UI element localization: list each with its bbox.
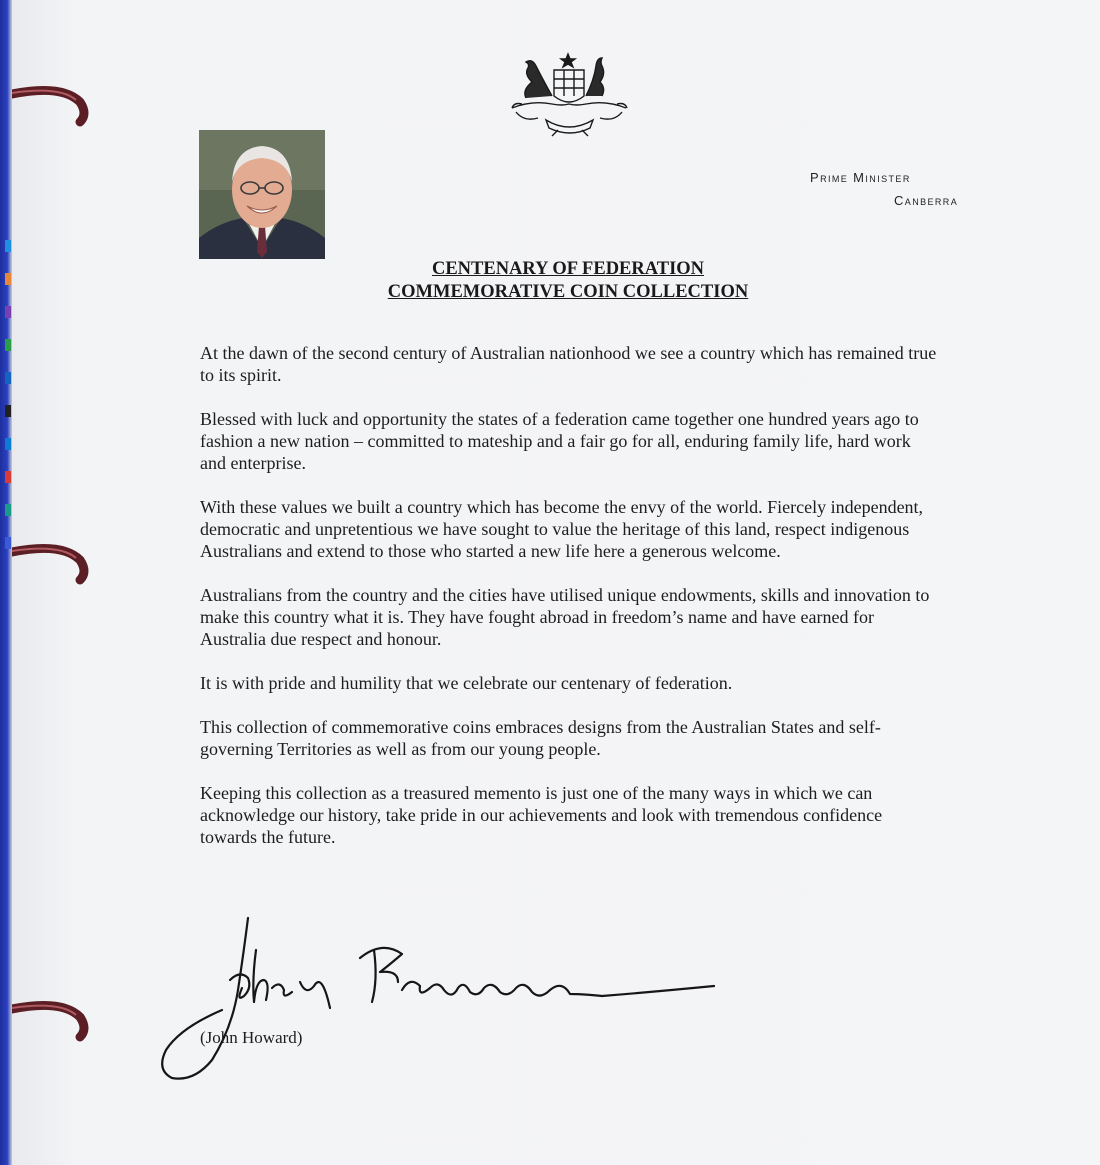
letter-page — [12, 0, 1100, 1165]
portrait-photo — [199, 130, 325, 259]
index-tab — [5, 537, 11, 549]
letter-body — [200, 342, 940, 870]
index-tab — [5, 372, 11, 384]
paragraph: Australians from the country and the cities have utilised unique endowments, skills and innovation to make this country what it is. They have fought abroad in freedom’s name and have earned for Australia due respect and honour. — [200, 585, 930, 649]
signatory-name: (John Howard) — [200, 1028, 303, 1047]
office-title: Prime Minister — [810, 170, 911, 185]
paragraph: Keeping this collection as a treasured memento is just one of the many ways in which we can acknowledge our history, take pride in our achievements and look with tremendous confidence towards the future. — [200, 783, 883, 847]
handwritten-signature — [152, 910, 732, 1085]
index-tab — [5, 306, 11, 318]
index-tab — [5, 504, 11, 516]
index-tab — [5, 339, 11, 351]
index-tab — [5, 438, 11, 450]
coat-of-arms-icon — [502, 50, 637, 138]
index-tab — [5, 405, 11, 417]
paragraph: Blessed with luck and opportunity the states of a federation came together one hundred years ago to fashion a new nation – committed to mateship and a fair go for all, enduring family life, hard work and enterprise. — [200, 409, 919, 473]
binder-ring-bottom — [12, 997, 102, 1043]
binder-ring-middle — [12, 540, 102, 586]
binder-spine — [0, 0, 12, 1165]
index-tabs — [5, 240, 11, 570]
page-title — [312, 258, 824, 304]
index-tab — [5, 273, 11, 285]
paragraph: This collection of commemorative coins embraces designs from the Australian States and self-governing Territories as well as from our young people. — [200, 717, 881, 759]
paragraph: With these values we built a country which has become the envy of the world. Fiercely independent, democratic and unpretentious we have sought to value the heritage of this land, respect indigenous Australians and extend to those who started a new life here a generous welcome. — [200, 497, 924, 561]
title-line-1: CENTENARY OF FEDERATION — [431, 259, 705, 279]
paragraph: It is with pride and humility that we celebrate our centenary of federation. — [200, 673, 733, 693]
binder-ring-top — [12, 82, 102, 128]
title-line-2: COMMEMORATIVE COIN COLLECTION — [387, 282, 749, 302]
index-tab — [5, 471, 11, 483]
index-tab — [5, 240, 11, 252]
office-city: Canberra — [894, 193, 959, 208]
paragraph: At the dawn of the second century of Australian nationhood we see a country which has remained true to its spirit. — [200, 343, 937, 385]
